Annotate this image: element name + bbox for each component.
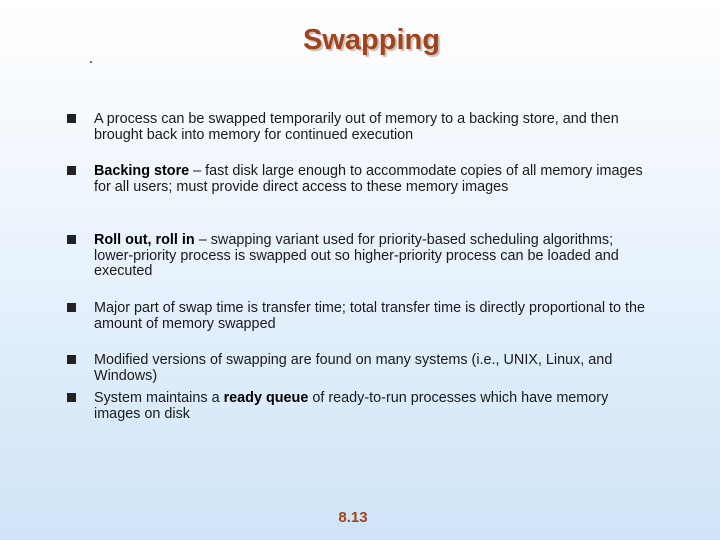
stray-dot <box>90 61 92 63</box>
square-bullet-icon <box>67 166 76 175</box>
square-bullet-icon <box>67 114 76 123</box>
bullet-text: Major part of swap time is transfer time; total transfer time is directly proportional to the amount of memory swapped <box>94 300 646 332</box>
square-bullet-icon <box>67 355 76 364</box>
bullet-text: Modified versions of swapping are found on many systems (i.e., UNIX, Linux, and Windows) <box>94 352 613 384</box>
page-number: 8.13 <box>338 509 368 526</box>
square-bullet-icon <box>67 235 76 244</box>
bullet-text: Roll out, roll in – swapping variant used for priority-based scheduling algorithms; lower-priority process is swapped out so higher-priority process can be loaded and executed <box>94 232 619 279</box>
square-bullet-icon <box>67 303 76 312</box>
bullet-text: A process can be swapped temporarily out of memory to a backing store, and then brought back into memory for continued execution <box>94 111 619 143</box>
bullet-text: Backing store – fast disk large enough to accommodate copies of all memory images for all users; must provide direct access to these memory images <box>94 163 643 195</box>
slide-title: Swapping <box>303 24 440 56</box>
bullet-text: System maintains a ready queue of ready-to-run processes which have memory images on disk <box>94 390 609 422</box>
square-bullet-icon <box>67 393 76 402</box>
